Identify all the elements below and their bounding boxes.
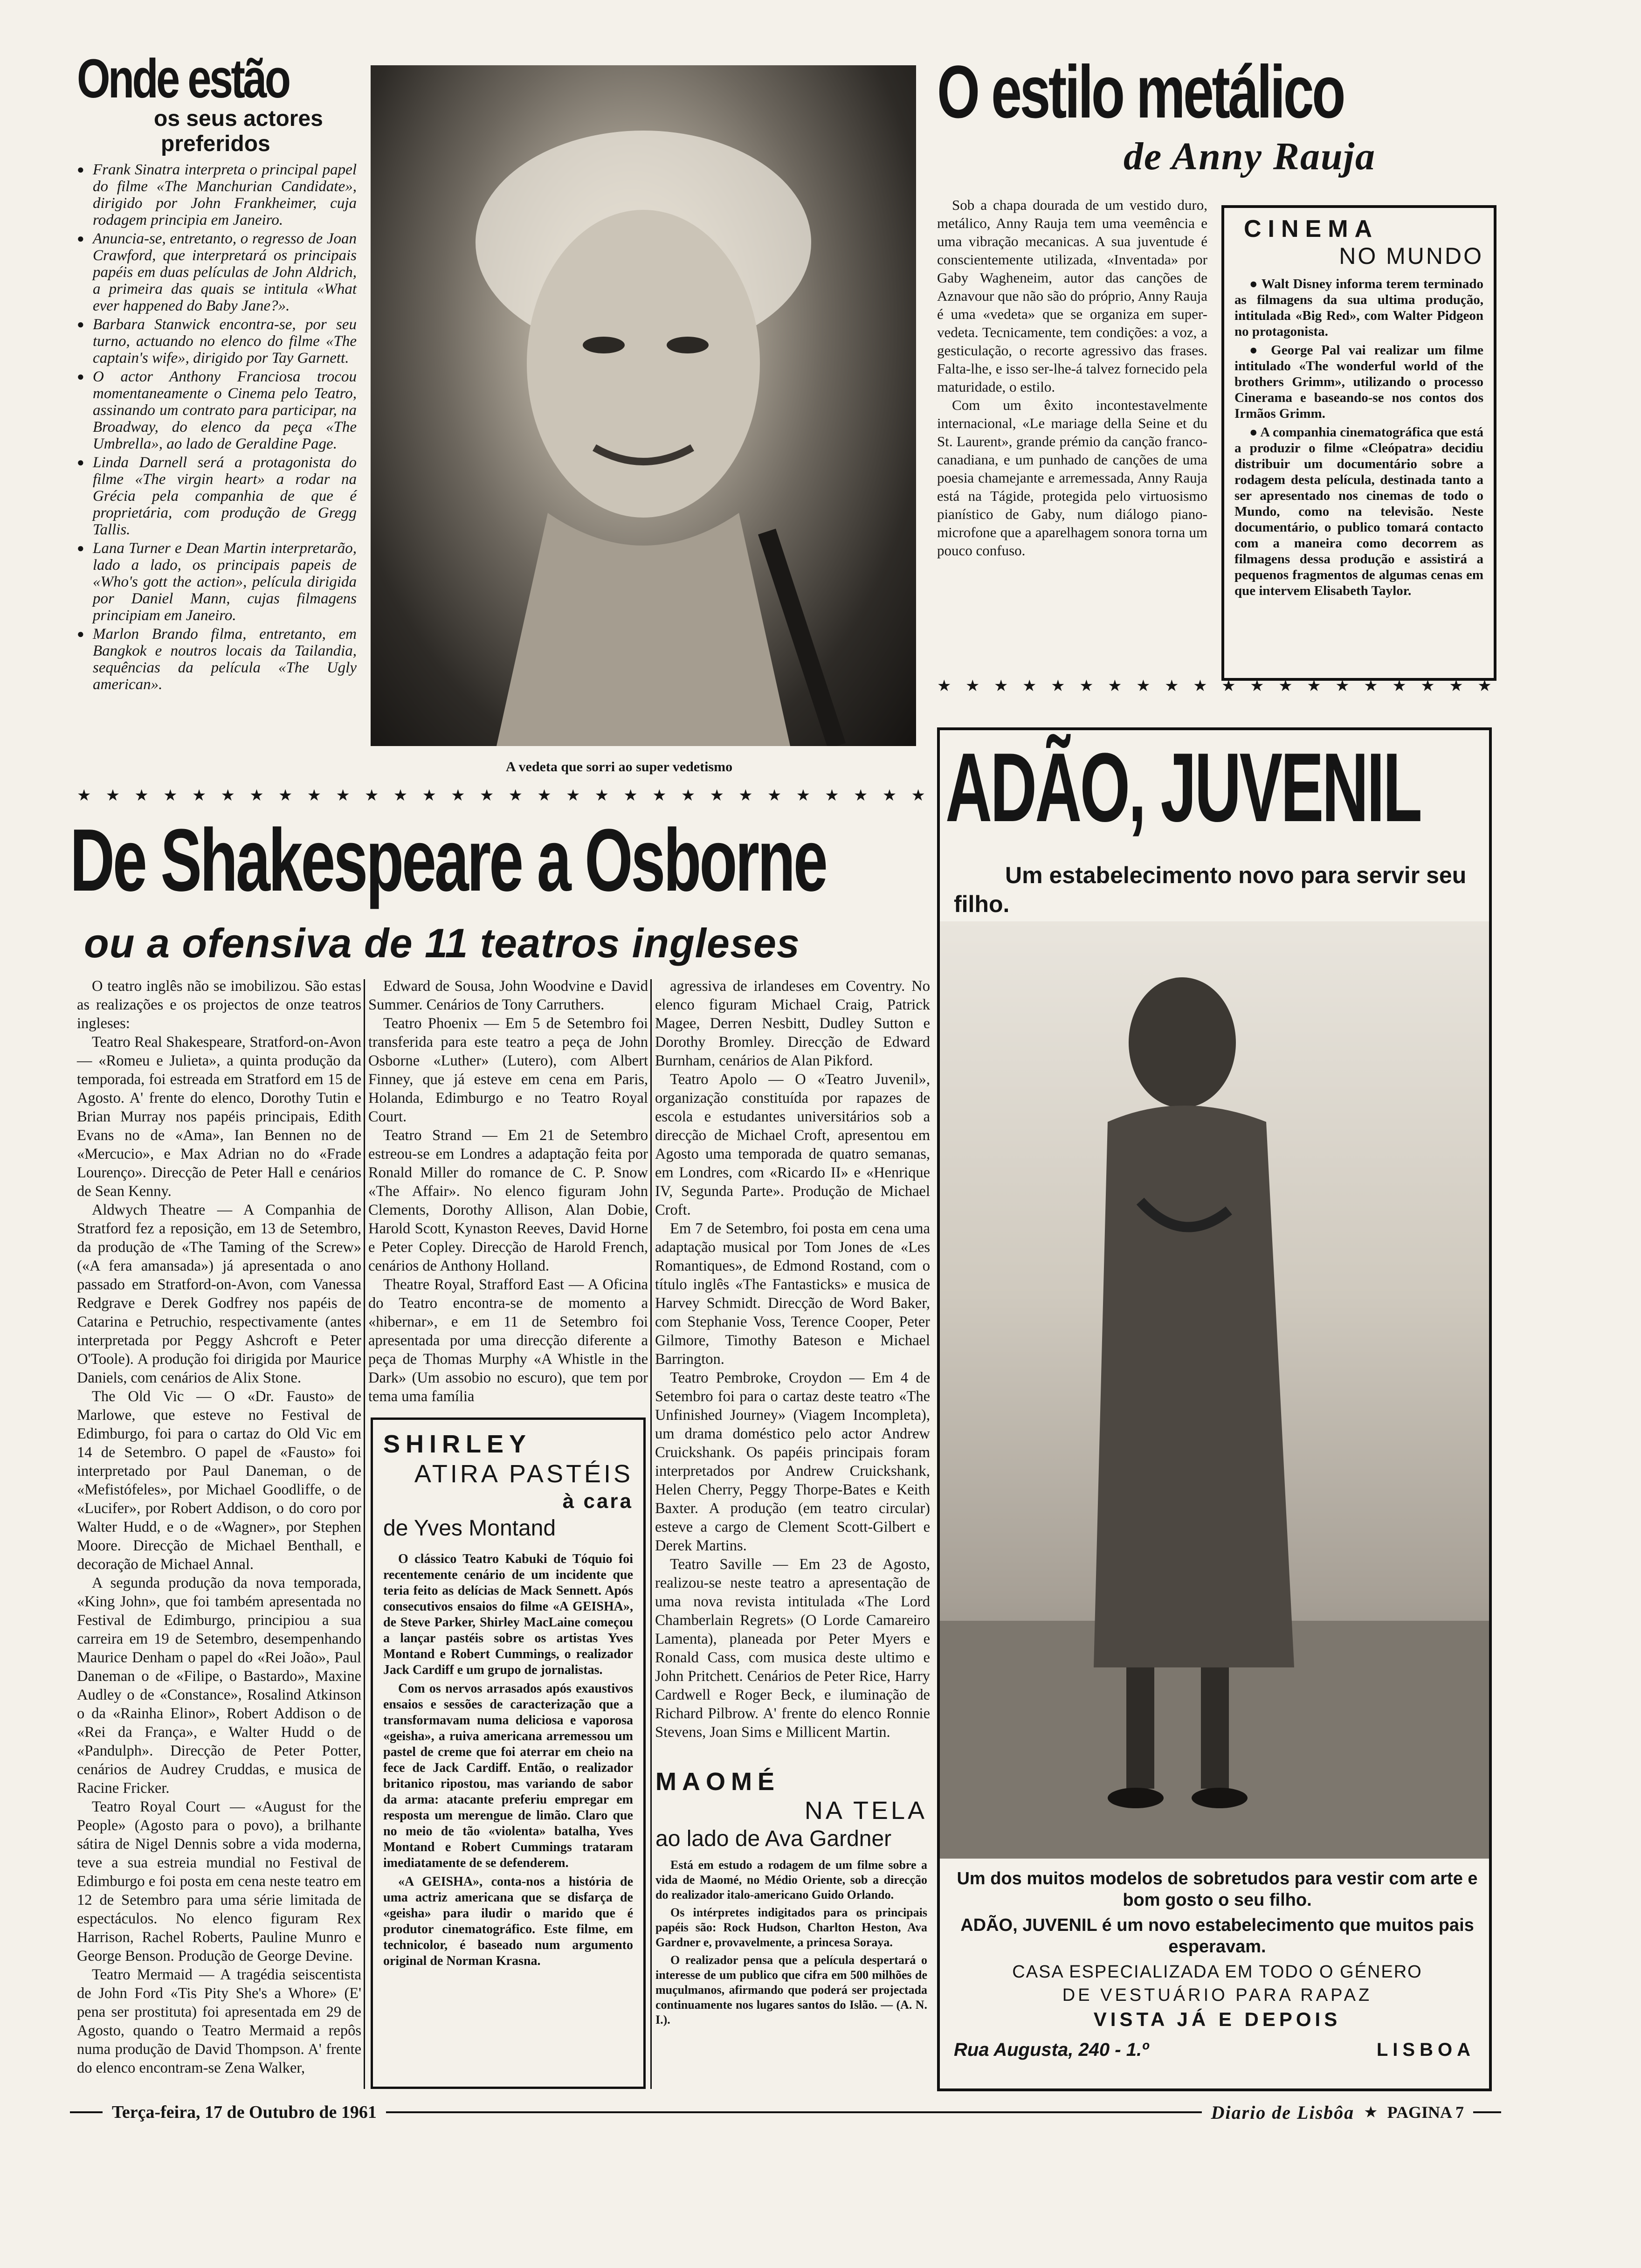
onde-section bbox=[77, 48, 357, 779]
shakespeare-col-1 bbox=[77, 977, 361, 2077]
cinema-box bbox=[1221, 205, 1496, 681]
shakespeare-subtitle: ou a ofensiva de 11 teatros ingleses bbox=[84, 920, 800, 966]
shirley-paragraph: «A GEISHA», conta-nos a história de uma actriz americana que se disfarça de «geisha» para iludir o marido que é produtor cinematográfico. Este filme, em technicolor, é baseado num argumento original de Norman Krasna. bbox=[383, 1874, 633, 1968]
estilo-paragraph: Sob a chapa dourada de um vestido duro, metálico, Anny Rauja tem uma veemência e uma vibração mecanicas. A sua juventude é conscientemente utilizada, «Inventada» por Gaby Wagheneim, autor das canções de Aznavour que não são do próprio, Anny Rauja é uma «vedeta» que se organiza em super-vedeta. Tecnicamente, tem condições: a voz, a gesticulação, o recorte agressivo das frases. Falta-lhe, e isso ser-lhe-á talvez fornecido pela maturidade, o estilo. bbox=[937, 197, 1207, 395]
onde-item: ● Marlon Brando filma, entretanto, em Bangkok e noutros locais da Tailandia, sequências da película «The Ugly american». bbox=[77, 626, 357, 693]
maome-paragraph: Está em estudo a rodagem de um filme sobre a vida de Maomé, no Médio Oriente, sob a direcção do realizador italo-americano Guido Orlando. bbox=[655, 1858, 927, 1902]
onde-item: ● Linda Darnell será a protagonista do filme «The virgin heart» a rodar na Grécia pela companhia de que é proprietária, com produção de Gregg Tallis. bbox=[77, 454, 357, 538]
article-paragraph: The Old Vic — O «Dr. Fausto» de Marlowe, que esteve no Festival de Edimburgo, foi para o cartaz do Old Vic em 14 de Setembro. O papel de «Fausto» foi interpretado por Paul Daneman, o de «Mefistófeles», por Michael Goodliffe, o de «Lucifer», por Robert Addison, o do coro por Walter Hudd, e o de «Wagner», por Stephen Moore. Direcção de Michael Benthall, e decoração de Michael Annal. bbox=[77, 1388, 361, 1573]
shirley-box bbox=[371, 1418, 646, 2089]
shirley-title: SHIRLEY bbox=[383, 1430, 532, 1458]
onde-item: ● Barbara Stanwick encontra-se, por seu turno, actuando no elenco do filme «The captain's wife», dirigido por Tay Garnett. bbox=[77, 316, 357, 366]
article-paragraph: Teatro Phoenix — Em 5 de Setembro foi transferida para este teatro a peça de John Osborne «Luther» (Lutero), com Albert Finney, que já esteve em cena em Paris, Holanda, Edimburgo e no Teatro Royal Court. bbox=[368, 1015, 648, 1125]
estilo-subtitle: de Anny Rauja bbox=[1124, 135, 1376, 178]
column-rule bbox=[364, 979, 365, 2089]
article-paragraph: agressiva de irlandeses em Coventry. No elenco figuram Michael Craig, Patrick Magee, Derren Nesbitt, Dudley Sutton e Dorothy Bromley. Direcção de Edward Burnham, cenários de Alan Pikford. bbox=[655, 978, 930, 1069]
adao-title: ADÃO, JUVENIL bbox=[945, 733, 1420, 842]
maome-title-2: NA TELA bbox=[804, 1797, 927, 1825]
footer-rule bbox=[1473, 2111, 1501, 2113]
onde-subtitle-2: preferidos bbox=[161, 131, 270, 156]
maome-body bbox=[655, 1858, 927, 2027]
onde-item: ● Lana Turner e Dean Martin interpretarão, lado a lado, os principais papeis de «Who's gott the action», película dirigida por Daniel Mann, cujas filmagens principiam em Janeiro. bbox=[77, 540, 357, 624]
adao-line-3a: CASA ESPECIALIZADA EM TODO O GÉNERO bbox=[1012, 1962, 1422, 1982]
cinema-items bbox=[1234, 276, 1483, 599]
bullet-icon: ● bbox=[1249, 343, 1271, 358]
article-paragraph: Teatro Pembroke, Croydon — Em 4 de Setembro foi para o cartaz deste teatro «The Unfinished Journey» (Viagem Incompleta), um drama doméstico pelo actor Andrew Cruickshank. Os papéis principais foram interpretados por Andrew Cruickshank, Helen Cherry, Peggy Thorpe-Bates e Keith Baxter. A produção (em teatro circular) esteve a cargo de Clement Scott-Gilbert e Derek Martins. bbox=[655, 1369, 930, 1554]
onde-item: ● Anuncia-se, entretanto, o regresso de Joan Crawford, que interpretará os principais papéis em duas películas de John Aldrich, a primeira das quais se intitula «What ever happened do Baby Jane?». bbox=[77, 230, 357, 314]
article-paragraph: Teatro Mermaid — A tragédia seiscentista de John Ford «Tis Pity She's a Whore» (E' pena ser prostituta) foi apresentada em 29 de Agosto, quando o Teatro Mermaid a repôs numa produção de David Thompson. A' frente do elenco encontram-se Zena Walker, bbox=[77, 1966, 361, 2076]
footer bbox=[70, 2098, 1501, 2126]
article-paragraph: Aldwych Theatre — A Companhia de Stratford fez a reposição, em 13 de Setembro, da produção de «The Taming of the Screw» («A fera amansada») já apresentada o ano passado em Stratford-on-Avon, com Vanessa Redgrave e Derek Godfrey nos papéis de Catarina e Petruchio, respectivamente (antes interpretada por Peggy Ashcroft e Peter O'Toole). A produção foi dirigida por Maurice Daniels, com cenários de Alix Stone. bbox=[77, 1202, 361, 1386]
article-paragraph: Teatro Saville — Em 23 de Agosto, realizou-se neste teatro a apresentação de uma nova revista intitulada «The Lord Chamberlain Regrets» (O Lorde Camareiro Lamenta), planeada por Peter Myers e Ronald Cass, com musica deste ultimo e John Pritchett. Cenários de Peter Rice, Harry Cardwell e Roger Beck, e iluminação de Richard Pilbrow. A' frente do elenco Ronnie Stevens, Joan Sims e Millicent Martin. bbox=[655, 1556, 930, 1741]
estilo-title: O estilo metálico bbox=[937, 50, 1344, 133]
column-rule bbox=[650, 979, 652, 2089]
shirley-paragraph: Com os nervos arrasados após exaustivos ensaios e sessões de caracterização que a transformavam numa deliciosa e vaporosa «geisha», a ruiva americana arremessou um pastel de creme que foi aterrar em cheio na fece de Jack Cardiff. Então, o realizador britanico ripostou, mas variando de sabor da arma: atacante preferiu empregar em resposta um merengue de limão. Claro que no meio de tão «violenta» batalha, Yves Montand e Robert Cummings trataram imediatamente de se defenderem. bbox=[383, 1681, 633, 1870]
shirley-body bbox=[383, 1551, 633, 1969]
footer-rule bbox=[70, 2111, 103, 2113]
shirley-title-2: ATIRA PASTÉIS bbox=[414, 1460, 633, 1488]
cinema-subtitle: NO MUNDO bbox=[1339, 243, 1483, 269]
article-paragraph: Teatro Apolo — O «Teatro Juvenil», organização constituída por rapazes de escola e estudantes universitários sob a direcção de Michael Croft, apresentou em Agosto uma temporada de quatro semanas, em Londres, com «Ricardo II» e «Henrique IV, Segunda Parte». Produção de Michael Croft. bbox=[655, 1071, 930, 1218]
maome-section bbox=[653, 1767, 930, 2089]
onde-title: Onde estão bbox=[77, 48, 289, 110]
adao-address: Rua Augusta, 240 - 1.º bbox=[954, 2040, 1149, 2060]
estilo-body bbox=[937, 196, 1207, 560]
onde-item: ● Frank Sinatra interpreta o principal papel do filme «The Manchurian Candidate», dirigido por John Frankheimer, cuja rodagem principia em Janeiro. bbox=[77, 161, 357, 228]
vedeta-portrait-image bbox=[371, 65, 916, 746]
adao-line-4: VISTA JÁ E DEPOIS bbox=[1093, 2008, 1341, 2030]
maome-title-3: ao lado de Ava Gardner bbox=[655, 1826, 892, 1851]
shirley-paragraph: O clássico Teatro Kabuki de Tóquio foi recentemente cenário de um incidente que teria feito as delícias de Mack Sennett. Após consecutivos ensaios do filme «A GEISHA», de Steve Parker, Shirley MacLaine começou a lançar pastéis sobre os artistas Yves Montand e Robert Cummings, o realizador Jack Cardiff e um grupo de jornalistas. bbox=[383, 1552, 633, 1677]
article-paragraph: Edward de Sousa, John Woodvine e David Summer. Cenários de Tony Carruthers. bbox=[368, 978, 648, 1013]
article-paragraph: O teatro inglês não se imobilizou. São estas as realizações e os projectos de onze teatros ingleses: bbox=[77, 978, 361, 1032]
cinema-item: ● A companhia cinematográfica que está a produzir o filme «Cleópatra» decidiu distribuir um documentário sobre a rodagem desta película, destinada tanto a ser apresentado nos cinemas de todo o Mundo, como na televisão. Neste documentário, o publico tomará contacto com a maneira como decorrem as filmagens dessa produção e assistirá a pequenos fragmentos de algumas cenas em que intervem Elisabeth Taylor. bbox=[1234, 425, 1483, 598]
maome-paragraph: Os intérpretes indigitados para os principais papéis são: Rock Hudson, Charlton Heston, Ava Gardner e, provavelmente, a princesa Soraya. bbox=[655, 1906, 927, 1949]
adao-line-2: ADÃO, JUVENIL é um novo estabelecimento que muitos pais esperavam. bbox=[960, 1915, 1474, 1957]
star-divider: ★ ★ ★ ★ ★ ★ ★ ★ ★ ★ ★ ★ ★ ★ ★ ★ ★ ★ ★ ★ ★ ★ ★ ★ ★ ★ ★ ★ ★ ★ bbox=[77, 787, 925, 804]
footer-rule bbox=[386, 2111, 1202, 2113]
maome-title: MAOMÉ bbox=[655, 1768, 780, 1796]
adao-city: LISBOA bbox=[1376, 2040, 1475, 2060]
article-paragraph: A segunda produção da nova temporada, «King John», que foi também apresentada no Festival de Edimburgo, principiou a sua carreira em 19 de Setembro, desempenhando Maurice Denham o papel do «Rei João», Paul Daneman o de «Filipe, o Bastardo», Maxine Audley o de «Constance», Rosalind Atkinson o da «Rainha Elinor», Robert Addison o de «Rei da França», e Walter Hudd o de «Pandulph». Direcção de Peter Potter, cenários de Audrey Cruddas, e musica de Racine Fricker. bbox=[77, 1575, 361, 1797]
article-paragraph: Theatre Royal, Strafford East — A Oficina do Teatro encontra-se de momento a «hibernar», e em 11 de Setembro foi apresentada por uma direcção diferente a peça de Thomas Murphy «A Whistle in the Dark» (Um assobio no escuro), que tem por tema uma família bbox=[368, 1276, 648, 1405]
vedeta-photo bbox=[371, 65, 916, 746]
cinema-title: CINEMA bbox=[1244, 215, 1379, 242]
article-paragraph: Teatro Strand — Em 21 de Setembro estreou-se em Londres a adaptação feita por Ronald Miller do romance de C. P. Snow «The Affair». No elenco figuram John Clements, Dorothy Allison, Alan Dobie, Harold Scott, Kynaston Reeves, David Horne e Peter Copley. Direcção de Harold French, cenários de Anthony Holland. bbox=[368, 1127, 648, 1274]
adao-subtitle: Um estabelecimento novo para servir seu filho. bbox=[954, 862, 1467, 917]
adao-photo bbox=[940, 921, 1489, 1859]
shakespeare-col-3 bbox=[655, 977, 930, 1742]
onde-subtitle-1: os seus actores bbox=[154, 106, 323, 131]
onde-item: ● O actor Anthony Franciosa trocou momentaneamente o Cinema pelo Teatro, assinando um contrato para participar, na Broadway, do elenco da peça «The Umbrella», ao lado de Geraldine Page. bbox=[77, 368, 357, 452]
footer-date: Terça-feira, 17 de Outubro de 1961 bbox=[112, 2102, 377, 2122]
cinema-item: ● George Pal vai realizar um filme intitulado «The wonderful world of the brothers Grimm», utilizando o processo Cinerama e baseando-se nos contos dos Irmãos Grimm. bbox=[1234, 343, 1483, 421]
adao-ad bbox=[937, 727, 1492, 2091]
footer-masthead: Diario de Lisbôa bbox=[1211, 2102, 1355, 2123]
bullet-icon: ● bbox=[1249, 277, 1262, 291]
maome-paragraph: O realizador pensa que a película despertará o interesse de um publico que cifra em 500 milhões de muçulmanos, afirmando que poderá ser projectada continuamente nos lugares santos do Islão. — (A. N. I.). bbox=[655, 1953, 927, 2026]
footer-page-number: PAGINA 7 bbox=[1387, 2103, 1464, 2122]
footer-star-icon: ★ bbox=[1364, 2104, 1378, 2121]
shirley-title-3: à cara bbox=[562, 1490, 633, 1513]
article-paragraph: Em 7 de Setembro, foi posta em cena uma adaptação musical por Tom Jones de «Les Romantiques», de Edmond Rostand, com o título inglês «The Fantasticks» e musica de Harvey Schmidt. Direcção de Word Baker, com Stephanie Voss, Terence Cooper, Peter Gilmore, Timothy Bateson e Michael Barrington. bbox=[655, 1220, 930, 1368]
adao-caption: Um dos muitos modelos de sobretudos para vestir com arte e bom gosto o seu filho. bbox=[957, 1869, 1478, 1910]
estilo-paragraph: Com um êxito incontestavelmente internacional, «Le mariage della Seine et du St. Laurent», grande prémio da canção franco-canadiana, e um punhado de canções de uma poesia chamejante e arremessada, Anny Rauja está na Tágide, protegida pelo virtuosismo pianístico de Gaby, num diálogo piano-microfone que a aparelhagem sonora torna um pouco confuso. bbox=[937, 397, 1207, 559]
photo-caption: A vedeta que sorri ao super vedetismo bbox=[506, 759, 733, 774]
shakespeare-title: De Shakespeare a Osborne bbox=[70, 811, 826, 910]
article-paragraph: Teatro Real Shakespeare, Stratford-on-Avon — «Romeu e Julieta», a quinta produção da temporada, foi estreada em Stratford em 15 de Agosto. A' frente do elenco, Dorothy Tutin e Brian Murray nos papéis principais, Edith Evans no de «Ama», Ian Bennen no de «Mercucio», e Max Adrian no do «Frade Lourenço». Direcção de Peter Hall e cenários de Sean Kenny. bbox=[77, 1034, 361, 1200]
shakespeare-col-2 bbox=[368, 977, 648, 1406]
onde-list bbox=[77, 161, 357, 693]
boy-in-coat-image bbox=[940, 921, 1489, 1859]
bullet-icon: ● bbox=[1249, 425, 1261, 440]
adao-line-3b: DE VESTUÁRIO PARA RAPAZ bbox=[1062, 1985, 1372, 2005]
star-divider: ★ ★ ★ ★ ★ ★ ★ ★ ★ ★ ★ ★ ★ ★ ★ ★ ★ ★ ★ ★ bbox=[937, 678, 1492, 695]
cinema-item: ● Walt Disney informa terem terminado as filmagens da sua ultima produção, intitulada «Big Red», com Walter Pidgeon no protagonista. bbox=[1234, 277, 1483, 339]
article-paragraph: Teatro Royal Court — «August for the People» (Agosto para o povo), a brilhante sátira de Nigel Dennis sobre a vida moderna, teve a sua estreia mundial no Festival de Edimburgo e foi posta em cena neste teatro em 12 de Setembro para uma série limitada de espectáculos. No elenco figuram Rex Harrison, Rachel Roberts, Pauline Munro e George Benson. Produção de George Devine. bbox=[77, 1798, 361, 1964]
shirley-title-4: de Yves Montand bbox=[383, 1516, 556, 1541]
